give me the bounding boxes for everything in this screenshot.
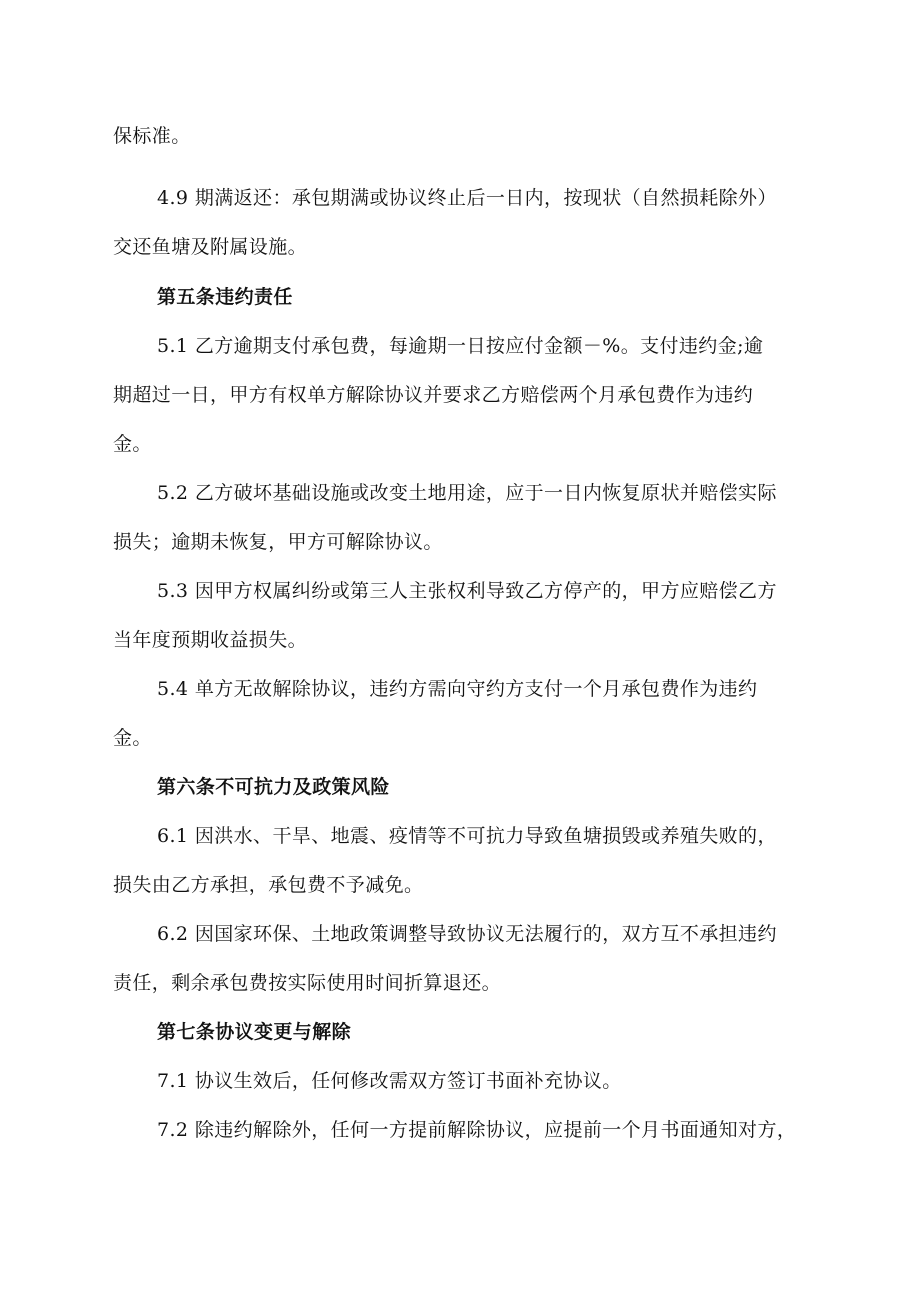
clause-4-9: 4.9 期满返还：承包期满或协议终止后一日内，按现状（自然损耗除外） — [157, 187, 777, 209]
text-line: 损失由乙方承担，承包费不予减免。 — [113, 874, 424, 896]
clause-5-2: 5.2 乙方破坏基础设施或改变土地用途，应于一日内恢复原状并赔偿实际 — [157, 482, 777, 504]
text-line: 责任，剩余承包费按实际使用时间折算退还。 — [113, 972, 502, 994]
text-line: 金。 — [113, 727, 152, 749]
text-line: 金。 — [113, 433, 152, 455]
clause-6-1: 6.1 因洪水、干旱、地震、疫情等不可抗力导致鱼塘损毁或养殖失败的， — [157, 825, 777, 847]
clause-5-3: 5.3 因甲方权属纠纷或第三人主张权利导致乙方停产的，甲方应赔偿乙方 — [157, 580, 777, 602]
text-line: 交还鱼塘及附属设施。 — [113, 236, 308, 258]
text-line: 损失；逾期未恢复，甲方可解除协议。 — [113, 531, 443, 553]
section-heading-7: 第七条协议变更与解除 — [157, 1021, 352, 1043]
clause-5-1: 5.1 乙方逾期支付承包费，每逾期一日按应付金额－%。支付违约金;逾 — [157, 335, 764, 357]
clause-7-2: 7.2 除违约解除外，任何一方提前解除协议，应提前一个月书面通知对方， — [157, 1119, 797, 1141]
clause-5-4: 5.4 单方无故解除协议，违约方需向守约方支付一个月承包费作为违约 — [157, 678, 758, 700]
text-line: 当年度预期收益损失。 — [113, 629, 308, 651]
section-heading-6: 第六条不可抗力及政策风险 — [157, 776, 390, 798]
section-heading-5: 第五条违约责任 — [157, 286, 293, 308]
text-line: 保标准。 — [113, 125, 191, 147]
text-line: 期超过一日，甲方有权单方解除协议并要求乙方赔偿两个月承包费作为违约 — [113, 384, 754, 406]
clause-6-2: 6.2 因国家环保、土地政策调整导致协议无法履行的，双方互不承担违约 — [157, 923, 777, 945]
clause-7-1: 7.1 协议生效后，任何修改需双方签订书面补充协议。 — [157, 1070, 622, 1092]
